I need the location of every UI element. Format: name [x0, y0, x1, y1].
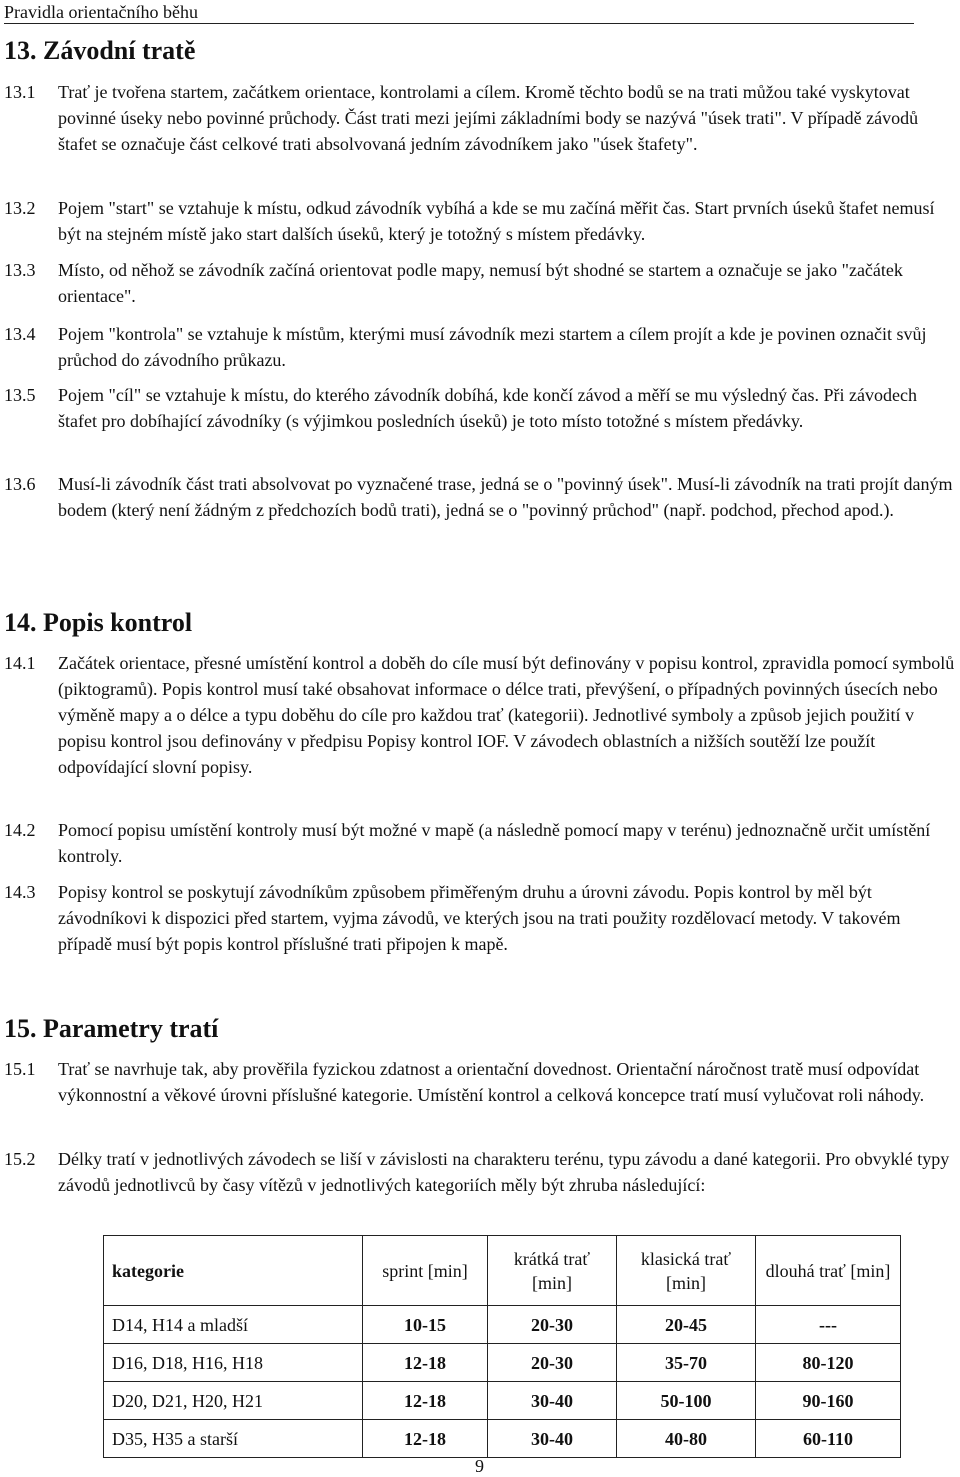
running-header: Pravidla orientačního běhu — [4, 1, 914, 24]
paragraph-number: 13.6 — [4, 474, 36, 494]
table-row — [104, 1420, 901, 1458]
paragraph-text: Délky tratí v jednotlivých závodech se liší v závislosti na charakteru terénu, typu závodu a dané kategorii. Pro obvyklé typy závodů jednotlivců by časy vítězů v jednotlivých kategoriích měly být zhruba následující: — [58, 1149, 950, 1195]
paragraph-15-1 — [4, 1056, 958, 1108]
paragraph-number: 15.2 — [4, 1149, 36, 1169]
table-cell: 20-30 — [488, 1344, 617, 1382]
paragraph-13-3 — [4, 257, 958, 309]
course-times-table — [103, 1235, 901, 1458]
table-cell: 40-80 — [617, 1420, 756, 1458]
paragraph-number: 14.1 — [4, 653, 36, 673]
table-header-row — [104, 1236, 901, 1306]
table-cell-category: D35, H35 a starší — [104, 1420, 363, 1458]
paragraph-number: 14.3 — [4, 882, 36, 902]
paragraph-13-6 — [4, 471, 958, 523]
table-header-cell: sprint [min] — [363, 1236, 488, 1306]
paragraph-text: Pojem "kontrola" se vztahuje k místům, kterými musí závodník mezi startem a cílem projít a kde je povinen označit svůj průchod do závodního průkazu. — [58, 324, 927, 370]
paragraph-15-2 — [4, 1146, 958, 1198]
table-cell: 12-18 — [363, 1420, 488, 1458]
table-cell: 12-18 — [363, 1382, 488, 1420]
paragraph-13-1 — [4, 79, 958, 157]
paragraph-number: 13.2 — [4, 198, 36, 218]
table-header-cell: klasická trať [min] — [617, 1236, 756, 1306]
paragraph-text: Trať se navrhuje tak, aby prověřila fyzickou zdatnost a orientační dovednost. Orientační náročnost tratě musí odpovídat výkonnostní a věkové úrovni příslušné kategorie. Umístění kontrol a celková koncepce tratí musí vylučovat roli náhody. — [58, 1059, 925, 1105]
paragraph-text: Popisy kontrol se poskytují závodníkům způsobem přiměřeným druhu a úrovni závodu. Popis kontrol by měl být závodníkovi k dispozici před startem, vyjma závodů, ve kterých jsou na trati použity rozdělovací metody. V takovém případě musí být popis kontrol příslušné trati připojen k mapě. — [58, 882, 901, 954]
table-cell: --- — [756, 1306, 901, 1344]
table-cell: 50-100 — [617, 1382, 756, 1420]
table-row — [104, 1382, 901, 1420]
paragraph-13-4 — [4, 321, 958, 373]
table-row — [104, 1306, 901, 1344]
page-number: 9 — [475, 1456, 484, 1476]
table-cell: 10-15 — [363, 1306, 488, 1344]
table-cell-category: D14, H14 a mladší — [104, 1306, 363, 1344]
paragraph-number: 13.5 — [4, 385, 36, 405]
paragraph-number: 14.2 — [4, 820, 36, 840]
table-cell: 90-160 — [756, 1382, 901, 1420]
table-cell: 20-30 — [488, 1306, 617, 1344]
paragraph-14-3 — [4, 879, 958, 957]
paragraph-13-2 — [4, 195, 958, 247]
paragraph-14-2 — [4, 817, 958, 869]
table-cell: 30-40 — [488, 1382, 617, 1420]
table-cell-category: D20, D21, H20, H21 — [104, 1382, 363, 1420]
table-cell: 12-18 — [363, 1344, 488, 1382]
paragraph-number: 13.4 — [4, 324, 36, 344]
table-cell: 60-110 — [756, 1420, 901, 1458]
section-heading-14: 14. Popis kontrol — [4, 608, 193, 637]
paragraph-text: Pojem "cíl" se vztahuje k místu, do kterého závodník dobíhá, kde končí závod a měří se mu výsledný čas. Při závodech štafet pro dobíhající závodníky (s výjimkou posledních úseků) je toto místo totožné s místem předávky. — [58, 385, 917, 431]
paragraph-number: 15.1 — [4, 1059, 36, 1079]
table-cell: 35-70 — [617, 1344, 756, 1382]
paragraph-text: Místo, od něhož se závodník začíná orientovat podle mapy, nemusí být shodné se startem a označuje se jako "začátek orientace". — [58, 260, 903, 306]
table-cell: 80-120 — [756, 1344, 901, 1382]
table-cell: 30-40 — [488, 1420, 617, 1458]
paragraph-text: Pomocí popisu umístění kontroly musí být možné v mapě (a následně pomocí mapy v terénu) jednoznačně určit umístění kontroly. — [58, 820, 931, 866]
section-heading-13: 13. Závodní tratě — [4, 36, 196, 65]
table-header-cell: dlouhá trať [min] — [756, 1236, 901, 1306]
table-header-cell: krátká trať [min] — [488, 1236, 617, 1306]
paragraph-number: 13.3 — [4, 260, 36, 280]
paragraph-text: Začátek orientace, přesné umístění kontrol a doběh do cíle musí být definovány v popisu kontrol, zpravidla pomocí symbolů (piktogramů). Popis kontrol musí také obsahovat informace o délce trati, převýšení, o případných povinných úsecích nebo výměně mapy a o délce a typu doběhu do cíle pro každou trať (kategorii). Jednotlivé symboly a způsob jejich použití v popisu kontrol jsou definovány v předpisu Popisy kontrol IOF. V závodech oblastních a nižších soutěží lze použít odpovídající slovní popisy. — [58, 653, 955, 777]
table-row — [104, 1344, 901, 1382]
paragraph-text: Trať je tvořena startem, začátkem orientace, kontrolami a cílem. Kromě těchto bodů se na trati můžou také vyskytovat povinné úseky nebo povinné průchody. Část trati mezi jejími základními body se nazývá "úsek trati". V případě závodů štafet se označuje část celkové trati absolvovaná jedním závodníkem jako "úsek štafety". — [58, 82, 919, 154]
paragraph-number: 13.1 — [4, 82, 36, 102]
paragraph-text: Musí-li závodník část trati absolvovat po vyznačené trase, jedná se o "povinný úsek". Musí-li závodník na trati projít daným bodem (který není žádným z předchozích bodů trati), jedná se o "povinný průchod" (např. podchod, přechod apod.). — [58, 474, 953, 520]
table-cell-category: D16, D18, H16, H18 — [104, 1344, 363, 1382]
paragraph-14-1 — [4, 650, 958, 780]
section-heading-15: 15. Parametry tratí — [4, 1014, 219, 1043]
table-header-cell: kategorie — [104, 1236, 363, 1306]
paragraph-13-5 — [4, 382, 958, 434]
table-cell: 20-45 — [617, 1306, 756, 1344]
paragraph-text: Pojem "start" se vztahuje k místu, odkud závodník vybíhá a kde se mu začíná měřit čas. Start prvních úseků štafet nemusí být na stejném místě jako start dalších úseků, který je totožný s místem předávky. — [58, 198, 935, 244]
